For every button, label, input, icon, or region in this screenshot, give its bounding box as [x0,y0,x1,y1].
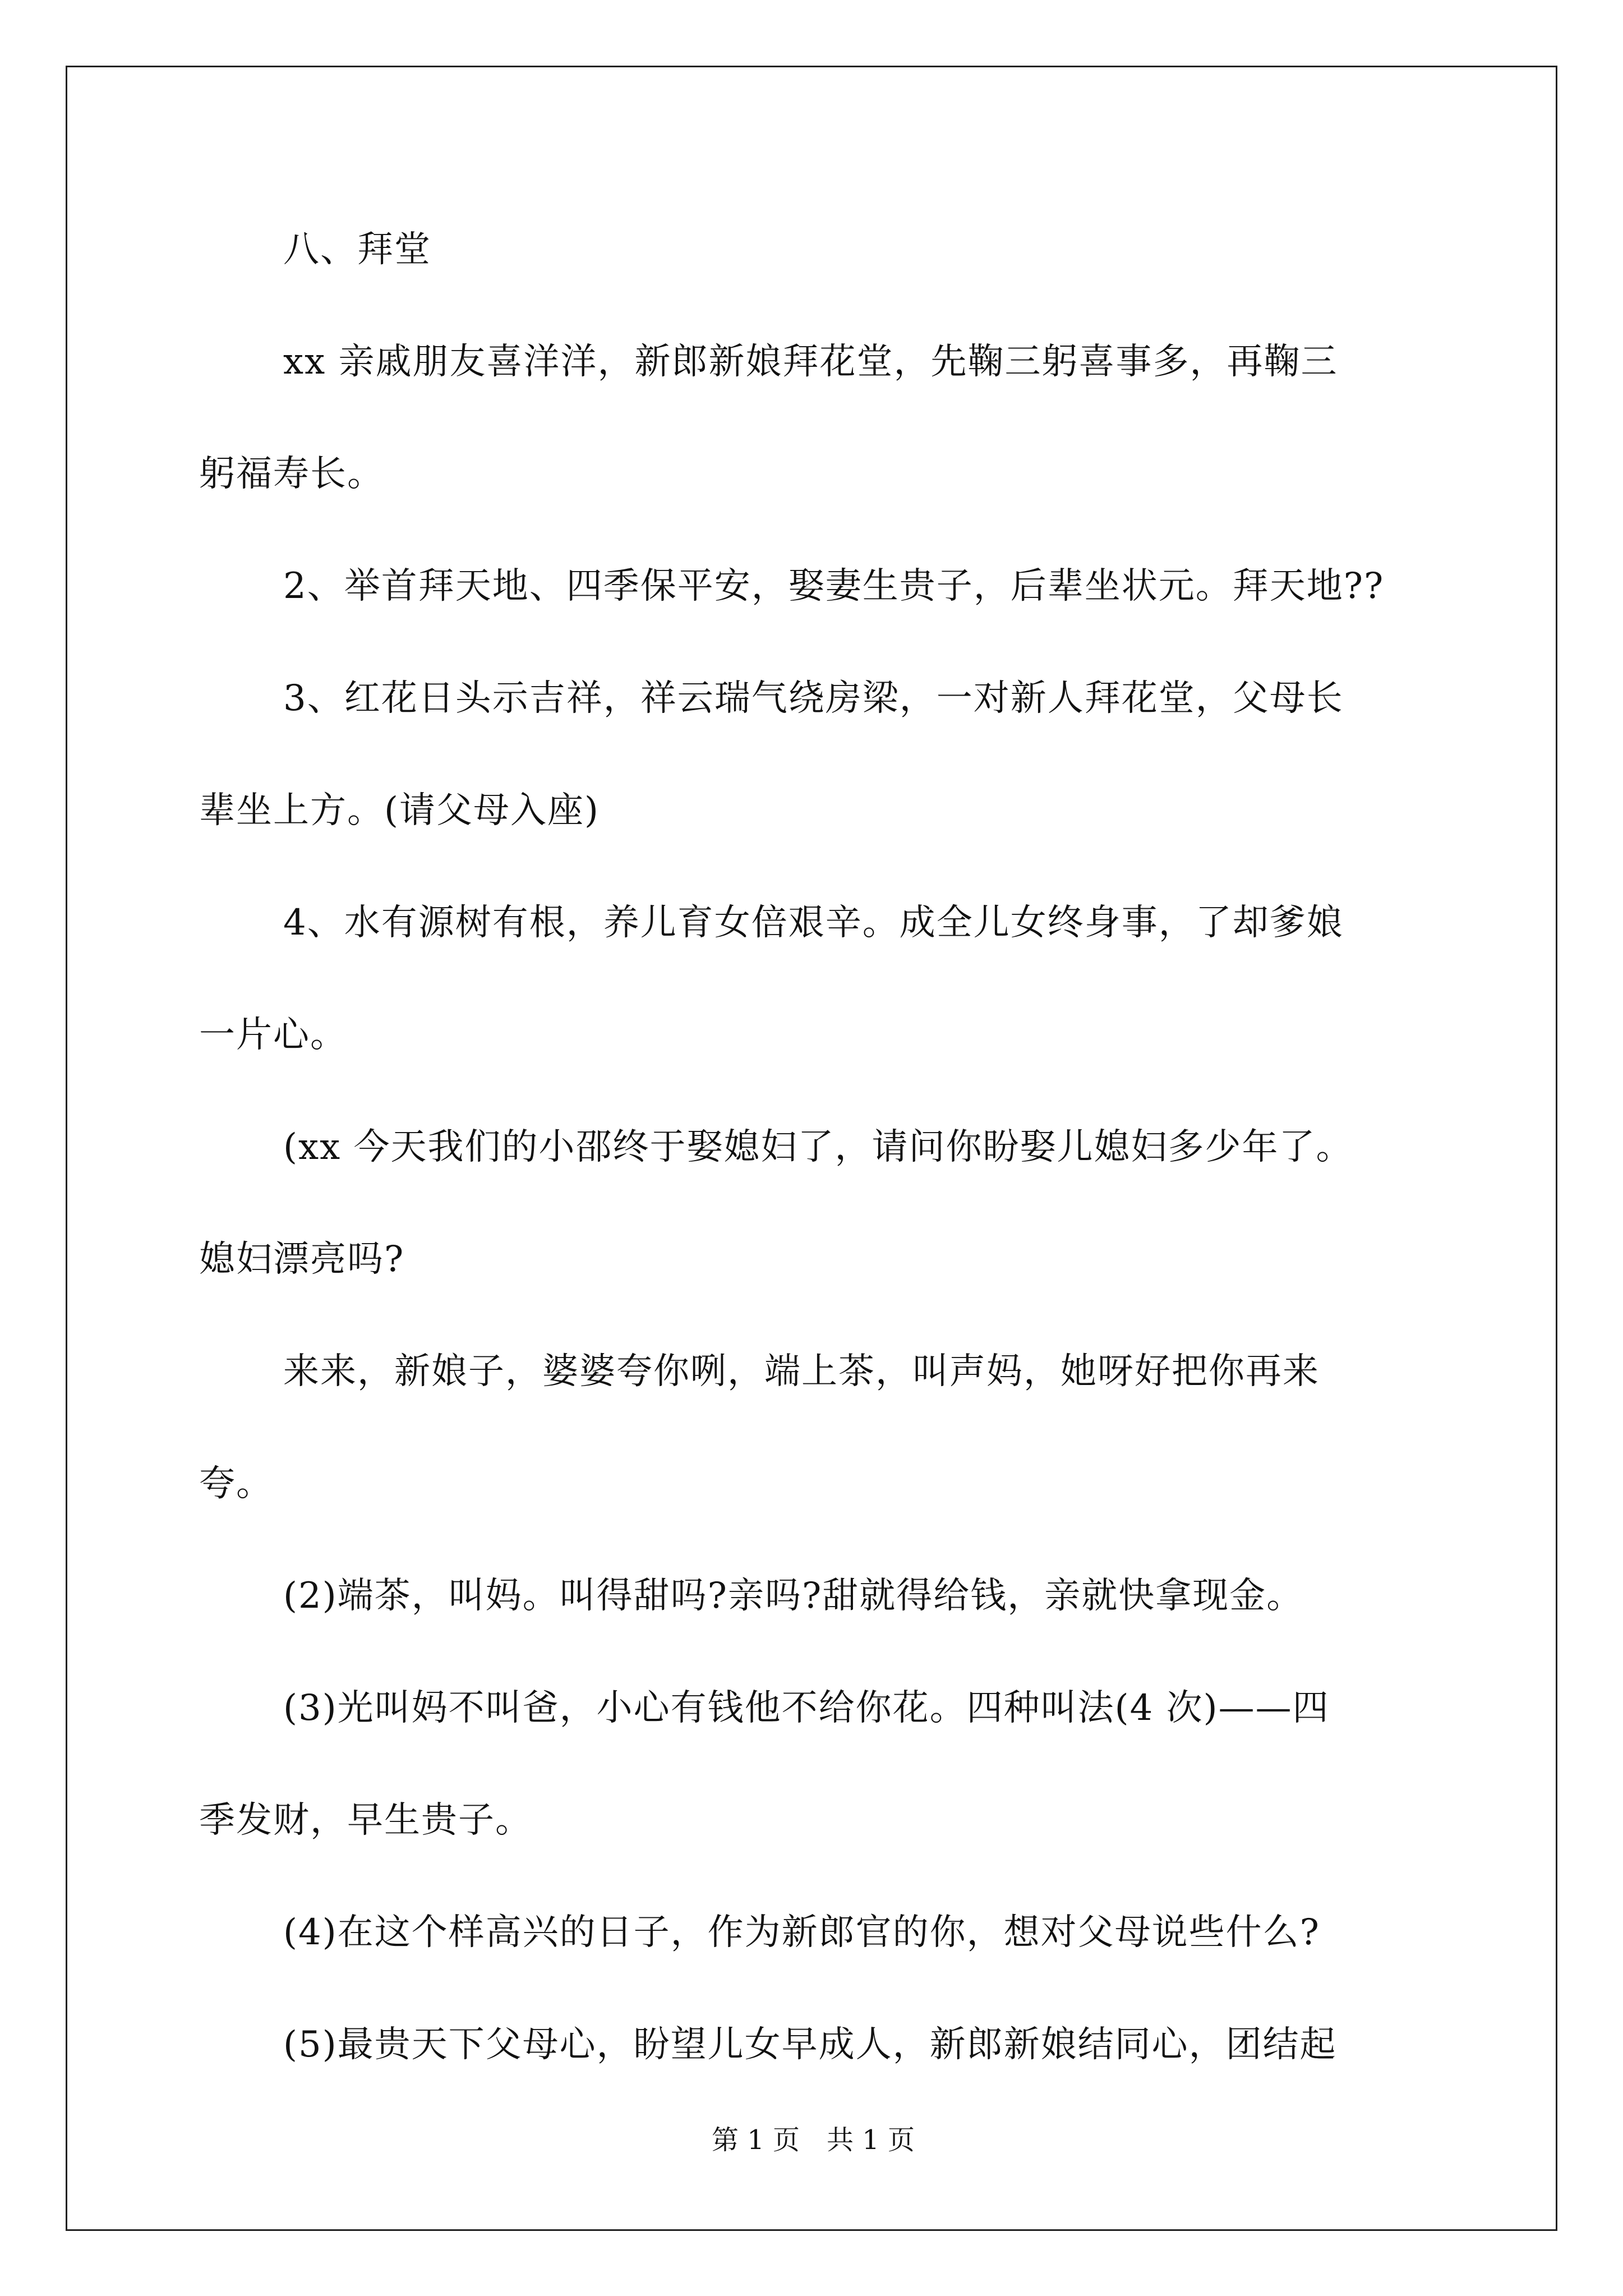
text-line: 来来，新娘子，婆婆夸你咧，端上茶，叫声妈，她呀好把你再来 [283,1351,1320,1392]
text-line: 媳妇漂亮吗? [199,1239,405,1280]
text-line: 夸。 [199,1463,273,1504]
text-line: 季发财，早生贵子。 [199,1800,532,1841]
page-footer: 第 1 页 共 1 页 [711,2124,915,2156]
text-line: (4)在这个样高兴的日子，作为新郎官的你，想对父母说些什么? [283,1912,1320,1953]
text-line: (5)最贵天下父母心，盼望儿女早成人，新郎新娘结同心，团结起 [283,2024,1337,2065]
text-line: 躬福寿长。 [199,453,384,495]
text-line: 3、红花日头示吉祥，祥云瑞气绕房梁，一对新人拜花堂，父母长 [283,678,1344,719]
text-line: 2、举首拜天地、四季保平安，娶妻生贵子，后辈坐状元。拜天地?? [283,565,1385,607]
text-line: (xx 今天我们的小邵终于娶媳妇了，请问你盼娶儿媳妇多少年了。 [283,1126,1353,1168]
text-line: 一片心。 [199,1014,347,1056]
text-line: (3)光叫妈不叫爸，小心有钱他不给你花。四种叫法(4 次)——四 [283,1687,1330,1729]
text-line: 辈坐上方。(请父母入座) [199,790,600,831]
text-line: 4、水有源树有根，养儿育女倍艰辛。成全儿女终身事，了却爹娘 [283,902,1344,944]
page-frame [66,66,1557,2231]
text-line: (2)端茶，叫妈。叫得甜吗?亲吗?甜就得给钱，亲就快拿现金。 [283,1575,1304,1617]
section-heading: 八、拜堂 [283,229,431,270]
text-line: xx 亲戚朋友喜洋洋，新郎新娘拜花堂，先鞠三躬喜事多，再鞠三 [283,341,1338,383]
